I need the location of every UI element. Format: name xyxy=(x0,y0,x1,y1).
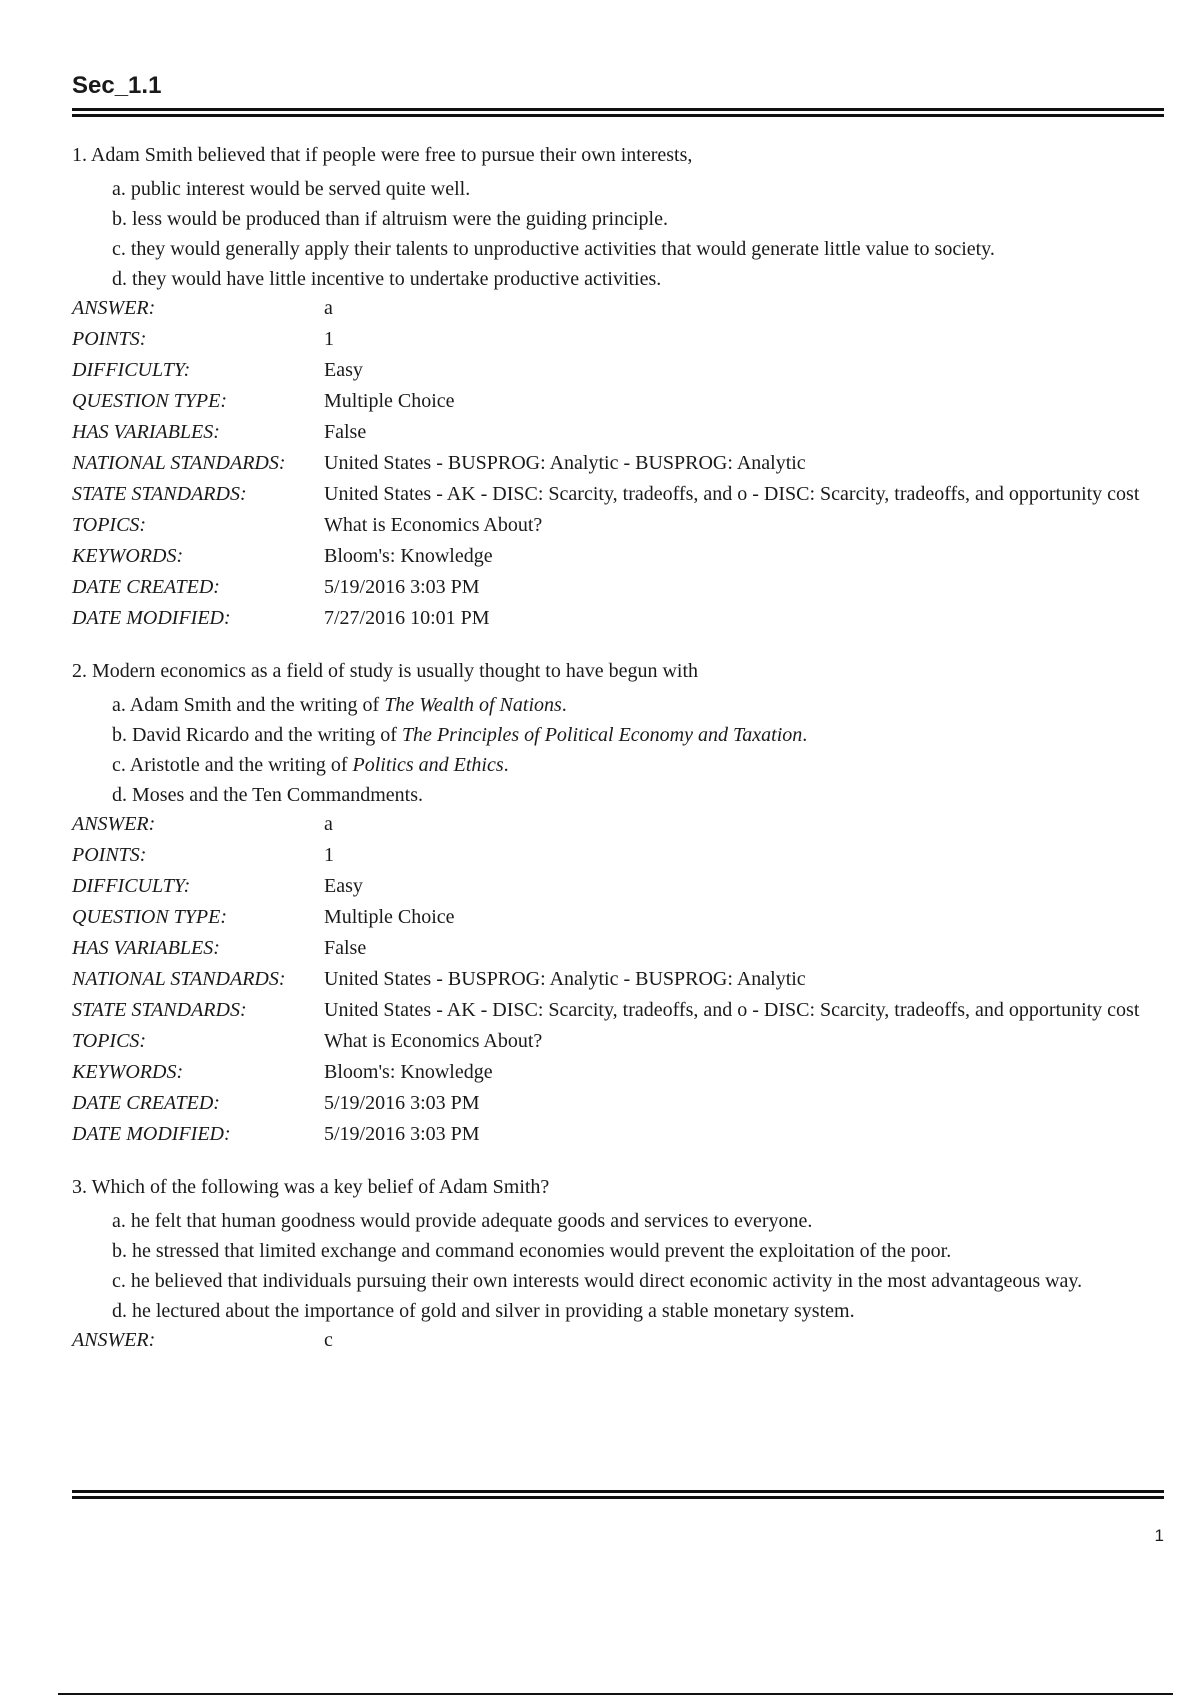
option-title-italic: Politics and Ethics xyxy=(352,754,504,776)
question-block xyxy=(72,140,1164,634)
metadata-label: NATIONAL STANDARDS: xyxy=(72,968,286,990)
answer-option: a. public interest would be served quite well. xyxy=(112,178,471,200)
answer-options xyxy=(72,177,1164,291)
metadata-value: What is Economics About? xyxy=(324,514,543,536)
option-text-suffix: . xyxy=(561,694,567,716)
metadata-value: a xyxy=(324,813,333,835)
answer-option: d. Moses and the Ten Commandments. xyxy=(112,784,423,806)
metadata-value: What is Economics About? xyxy=(324,1030,543,1052)
option-text: c. Aristotle and the writing of xyxy=(112,754,353,776)
metadata-value: Bloom's: Knowledge xyxy=(324,1061,493,1083)
metadata-label: KEYWORDS: xyxy=(72,545,184,567)
question-stem: 2. Modern economics as a field of study is usually thought to have begun with xyxy=(72,660,699,682)
question-stem: 1. Adam Smith believed that if people were free to pursue their own interests, xyxy=(72,144,693,166)
metadata-label: DATE MODIFIED: xyxy=(72,1123,231,1145)
header-rule xyxy=(72,108,1164,117)
metadata-label: POINTS: xyxy=(72,328,147,350)
answer-option xyxy=(112,753,1164,777)
metadata-label: HAS VARIABLES: xyxy=(72,937,220,959)
metadata-value: False xyxy=(324,421,367,443)
metadata-label: TOPICS: xyxy=(72,514,147,536)
metadata-label: NATIONAL STANDARDS: xyxy=(72,452,286,474)
metadata-value: Easy xyxy=(324,875,363,897)
metadata-value: 1 xyxy=(324,844,334,866)
answer-options xyxy=(72,693,1164,807)
option-title-italic: The Principles of Political Economy and Taxation xyxy=(401,724,803,746)
metadata-value: 7/27/2016 10:01 PM xyxy=(324,607,490,629)
metadata-label: ANSWER: xyxy=(72,297,156,319)
answer-option: b. he stressed that limited exchange and command economies would prevent the exploitation of the poor. xyxy=(112,1240,952,1262)
question-list xyxy=(72,140,1164,1378)
option-title-italic: The Wealth of Nations xyxy=(384,694,562,716)
option-text: a. Adam Smith and the writing of xyxy=(112,694,385,716)
answer-option: d. he lectured about the importance of gold and silver in providing a stable monetary system. xyxy=(112,1300,855,1322)
answer-option: c. they would generally apply their talents to unproductive activities that would generate little value to society. xyxy=(112,238,995,260)
question-metadata xyxy=(72,293,1164,634)
answer-option xyxy=(112,723,1164,747)
metadata-label: QUESTION TYPE: xyxy=(72,390,228,412)
metadata-value: United States - BUSPROG: Analytic - BUSPROG: Analytic xyxy=(324,452,806,474)
metadata-label: DIFFICULTY: xyxy=(72,359,191,381)
question-stem: 3. Which of the following was a key belief of Adam Smith? xyxy=(72,1176,550,1198)
metadata-label: HAS VARIABLES: xyxy=(72,421,220,443)
metadata-label: ANSWER: xyxy=(72,1329,156,1351)
footer-rule xyxy=(72,1490,1164,1499)
metadata-value: United States - AK - DISC: Scarcity, tradeoffs, and o - DISC: Scarcity, tradeoffs, and opportunity cost xyxy=(324,483,1140,505)
metadata-label: STATE STANDARDS: xyxy=(72,483,247,505)
metadata-value: Bloom's: Knowledge xyxy=(324,545,493,567)
option-text: b. David Ricardo and the writing of xyxy=(112,724,402,746)
metadata-value: c xyxy=(324,1329,333,1351)
metadata-label: POINTS: xyxy=(72,844,147,866)
metadata-value: False xyxy=(324,937,367,959)
metadata-value: United States - BUSPROG: Analytic - BUSPROG: Analytic xyxy=(324,968,806,990)
page-number: 1 xyxy=(1154,1526,1164,1545)
section-title: Sec_1.1 xyxy=(72,72,162,99)
answer-option: b. less would be produced than if altruism were the guiding principle. xyxy=(112,208,668,230)
question-block xyxy=(72,1172,1164,1356)
metadata-label: DIFFICULTY: xyxy=(72,875,191,897)
question-metadata xyxy=(72,1325,1164,1356)
metadata-label: TOPICS: xyxy=(72,1030,147,1052)
metadata-label: DATE CREATED: xyxy=(72,576,220,598)
answer-option: c. he believed that individuals pursuing their own interests would direct economic activity in the most advantageous way. xyxy=(112,1270,1083,1292)
answer-option: d. they would have little incentive to undertake productive activities. xyxy=(112,268,662,290)
page-header xyxy=(72,72,1164,117)
metadata-value: United States - AK - DISC: Scarcity, tradeoffs, and o - DISC: Scarcity, tradeoffs, and opportunity cost xyxy=(324,999,1140,1021)
metadata-value: 5/19/2016 3:03 PM xyxy=(324,1123,480,1145)
answer-option: a. he felt that human goodness would provide adequate goods and services to everyone. xyxy=(112,1210,813,1232)
page-footer xyxy=(72,1490,1164,1545)
answer-option xyxy=(112,693,1164,717)
metadata-label: ANSWER: xyxy=(72,813,156,835)
bottom-divider xyxy=(58,1693,1173,1695)
question-metadata xyxy=(72,809,1164,1150)
option-text-suffix: . xyxy=(802,724,808,746)
metadata-label: DATE CREATED: xyxy=(72,1092,220,1114)
metadata-value: 1 xyxy=(324,328,334,350)
metadata-value: a xyxy=(324,297,333,319)
metadata-label: STATE STANDARDS: xyxy=(72,999,247,1021)
metadata-label: QUESTION TYPE: xyxy=(72,906,228,928)
metadata-value: 5/19/2016 3:03 PM xyxy=(324,576,480,598)
question-block xyxy=(72,656,1164,1150)
metadata-label: DATE MODIFIED: xyxy=(72,607,231,629)
metadata-value: Multiple Choice xyxy=(324,906,455,928)
metadata-label: KEYWORDS: xyxy=(72,1061,184,1083)
metadata-value: 5/19/2016 3:03 PM xyxy=(324,1092,480,1114)
answer-options xyxy=(72,1209,1164,1323)
metadata-value: Multiple Choice xyxy=(324,390,455,412)
metadata-value: Easy xyxy=(324,359,363,381)
option-text-suffix: . xyxy=(503,754,509,776)
